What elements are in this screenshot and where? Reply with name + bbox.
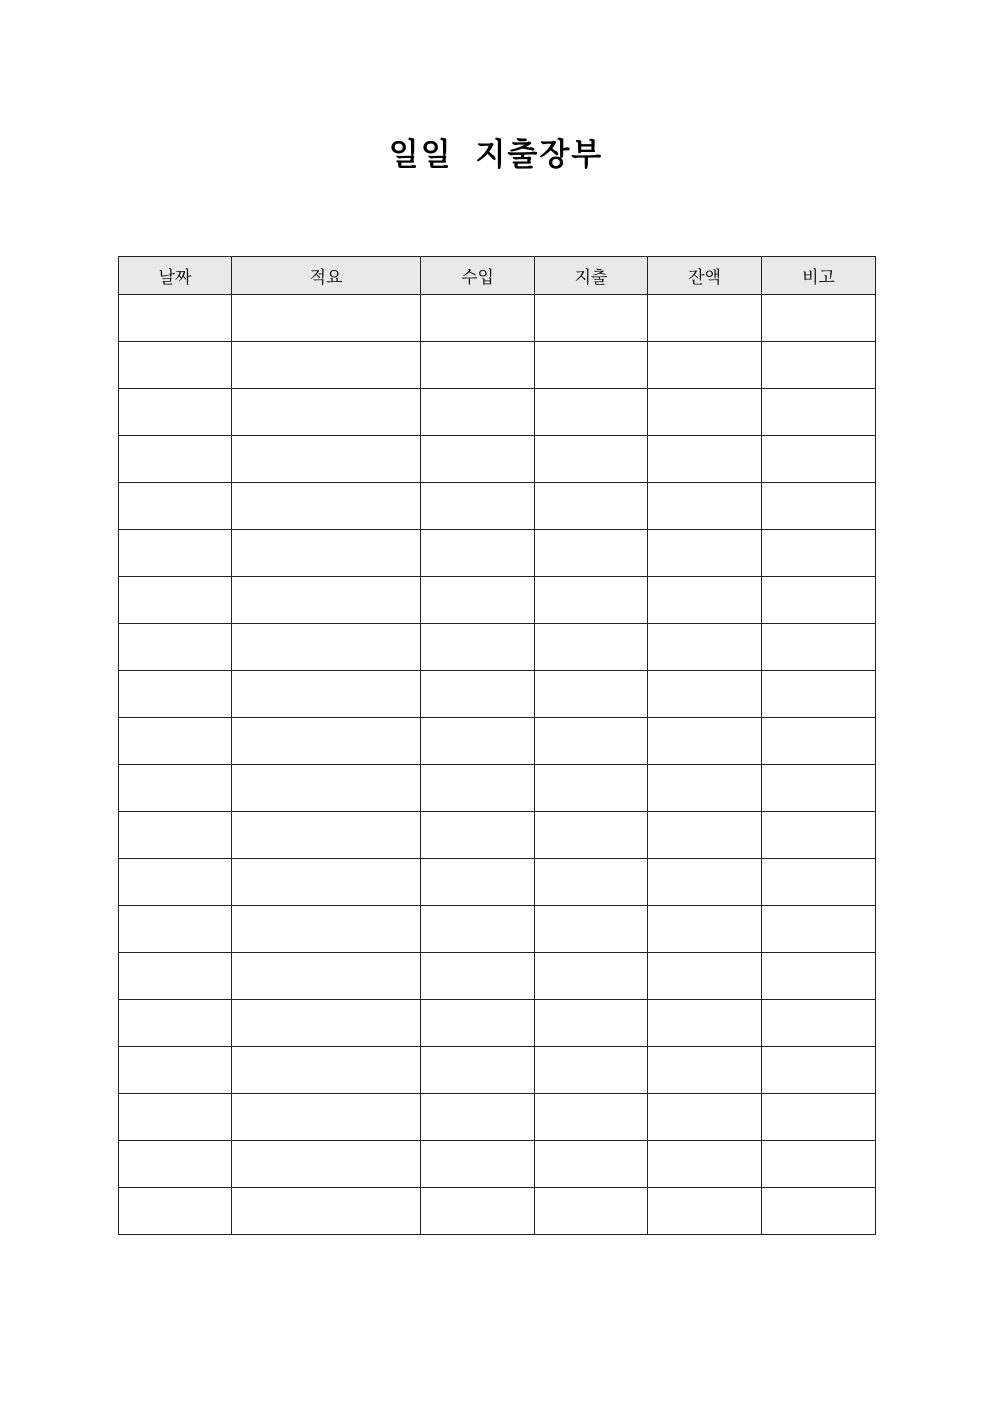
cell-description[interactable] <box>232 389 421 436</box>
cell-income[interactable] <box>421 1000 535 1047</box>
cell-balance[interactable] <box>648 812 762 859</box>
cell-description[interactable] <box>232 859 421 906</box>
cell-balance[interactable] <box>648 765 762 812</box>
cell-balance[interactable] <box>648 530 762 577</box>
cell-description[interactable] <box>232 295 421 342</box>
cell-remarks[interactable] <box>762 530 876 577</box>
table-row <box>119 436 876 483</box>
cell-date[interactable] <box>119 812 232 859</box>
cell-expense[interactable] <box>535 436 648 483</box>
cell-income[interactable] <box>421 295 535 342</box>
cell-income[interactable] <box>421 1141 535 1188</box>
cell-remarks[interactable] <box>762 1094 876 1141</box>
cell-description[interactable] <box>232 906 421 953</box>
table-row <box>119 953 876 1000</box>
column-header-income: 수입 <box>421 257 535 295</box>
cell-date[interactable] <box>119 1141 232 1188</box>
cell-remarks[interactable] <box>762 1000 876 1047</box>
table-body <box>119 295 876 1235</box>
cell-date[interactable] <box>119 1000 232 1047</box>
cell-description[interactable] <box>232 342 421 389</box>
cell-remarks[interactable] <box>762 859 876 906</box>
cell-income[interactable] <box>421 812 535 859</box>
cell-balance[interactable] <box>648 483 762 530</box>
cell-date[interactable] <box>119 765 232 812</box>
table-row <box>119 906 876 953</box>
table-row <box>119 483 876 530</box>
cell-expense[interactable] <box>535 1000 648 1047</box>
cell-date[interactable] <box>119 389 232 436</box>
table-row <box>119 624 876 671</box>
cell-description[interactable] <box>232 765 421 812</box>
cell-balance[interactable] <box>648 671 762 718</box>
table-row <box>119 1188 876 1235</box>
cell-date[interactable] <box>119 577 232 624</box>
cell-remarks[interactable] <box>762 483 876 530</box>
cell-balance[interactable] <box>648 342 762 389</box>
cell-expense[interactable] <box>535 1141 648 1188</box>
cell-income[interactable] <box>421 624 535 671</box>
cell-expense[interactable] <box>535 530 648 577</box>
cell-remarks[interactable] <box>762 389 876 436</box>
cell-income[interactable] <box>421 859 535 906</box>
cell-balance[interactable] <box>648 1000 762 1047</box>
table-row <box>119 812 876 859</box>
table-header-row <box>119 257 876 295</box>
cell-description[interactable] <box>232 671 421 718</box>
cell-expense[interactable] <box>535 389 648 436</box>
cell-date[interactable] <box>119 530 232 577</box>
cell-date[interactable] <box>119 624 232 671</box>
cell-expense[interactable] <box>535 765 648 812</box>
cell-remarks[interactable] <box>762 1141 876 1188</box>
cell-expense[interactable] <box>535 342 648 389</box>
cell-date[interactable] <box>119 671 232 718</box>
cell-balance[interactable] <box>648 624 762 671</box>
cell-date[interactable] <box>119 953 232 1000</box>
table-row <box>119 671 876 718</box>
cell-expense[interactable] <box>535 906 648 953</box>
cell-description[interactable] <box>232 483 421 530</box>
cell-balance[interactable] <box>648 389 762 436</box>
cell-expense[interactable] <box>535 483 648 530</box>
cell-balance[interactable] <box>648 1141 762 1188</box>
cell-balance[interactable] <box>648 577 762 624</box>
cell-date[interactable] <box>119 906 232 953</box>
cell-remarks[interactable] <box>762 812 876 859</box>
cell-remarks[interactable] <box>762 1188 876 1235</box>
table-row <box>119 1094 876 1141</box>
column-header-balance: 잔액 <box>648 257 762 295</box>
cell-remarks[interactable] <box>762 436 876 483</box>
cell-date[interactable] <box>119 342 232 389</box>
cell-income[interactable] <box>421 342 535 389</box>
cell-expense[interactable] <box>535 624 648 671</box>
cell-date[interactable] <box>119 1094 232 1141</box>
cell-balance[interactable] <box>648 859 762 906</box>
cell-income[interactable] <box>421 671 535 718</box>
cell-income[interactable] <box>421 1094 535 1141</box>
cell-description[interactable] <box>232 812 421 859</box>
table-row <box>119 1047 876 1094</box>
cell-remarks[interactable] <box>762 671 876 718</box>
cell-balance[interactable] <box>648 718 762 765</box>
cell-remarks[interactable] <box>762 624 876 671</box>
cell-income[interactable] <box>421 530 535 577</box>
cell-income[interactable] <box>421 1188 535 1235</box>
cell-balance[interactable] <box>648 1094 762 1141</box>
cell-income[interactable] <box>421 483 535 530</box>
cell-description[interactable] <box>232 1047 421 1094</box>
table-row <box>119 1141 876 1188</box>
cell-income[interactable] <box>421 906 535 953</box>
cell-description[interactable] <box>232 953 421 1000</box>
cell-income[interactable] <box>421 389 535 436</box>
cell-balance[interactable] <box>648 1047 762 1094</box>
cell-date[interactable] <box>119 718 232 765</box>
cell-remarks[interactable] <box>762 577 876 624</box>
column-header-remarks: 비고 <box>762 257 876 295</box>
cell-description[interactable] <box>232 624 421 671</box>
cell-balance[interactable] <box>648 1188 762 1235</box>
column-header-description: 적요 <box>232 257 421 295</box>
cell-date[interactable] <box>119 483 232 530</box>
table-row <box>119 859 876 906</box>
cell-remarks[interactable] <box>762 1047 876 1094</box>
cell-expense[interactable] <box>535 1094 648 1141</box>
cell-remarks[interactable] <box>762 765 876 812</box>
cell-remarks[interactable] <box>762 342 876 389</box>
table-row <box>119 530 876 577</box>
cell-description[interactable] <box>232 577 421 624</box>
cell-remarks[interactable] <box>762 906 876 953</box>
table-row <box>119 295 876 342</box>
cell-balance[interactable] <box>648 953 762 1000</box>
cell-balance[interactable] <box>648 436 762 483</box>
cell-description[interactable] <box>232 1141 421 1188</box>
column-header-expense: 지출 <box>535 257 648 295</box>
cell-balance[interactable] <box>648 906 762 953</box>
table-row <box>119 577 876 624</box>
cell-income[interactable] <box>421 577 535 624</box>
table-row <box>119 389 876 436</box>
cell-expense[interactable] <box>535 1047 648 1094</box>
cell-date[interactable] <box>119 295 232 342</box>
column-header-date: 날짜 <box>119 257 232 295</box>
cell-income[interactable] <box>421 765 535 812</box>
cell-date[interactable] <box>119 1188 232 1235</box>
cell-expense[interactable] <box>535 953 648 1000</box>
cell-expense[interactable] <box>535 577 648 624</box>
cell-income[interactable] <box>421 718 535 765</box>
cell-date[interactable] <box>119 436 232 483</box>
cell-description[interactable] <box>232 436 421 483</box>
cell-description[interactable] <box>232 1094 421 1141</box>
cell-income[interactable] <box>421 436 535 483</box>
cell-description[interactable] <box>232 530 421 577</box>
cell-remarks[interactable] <box>762 718 876 765</box>
cell-expense[interactable] <box>535 812 648 859</box>
cell-expense[interactable] <box>535 295 648 342</box>
cell-balance[interactable] <box>648 295 762 342</box>
cell-date[interactable] <box>119 859 232 906</box>
cell-remarks[interactable] <box>762 295 876 342</box>
table-row <box>119 718 876 765</box>
expense-ledger-table <box>118 256 876 1235</box>
cell-income[interactable] <box>421 1047 535 1094</box>
cell-description[interactable] <box>232 718 421 765</box>
cell-expense[interactable] <box>535 671 648 718</box>
table-row <box>119 765 876 812</box>
page-title: 일일 지출장부 <box>388 137 604 173</box>
cell-expense[interactable] <box>535 718 648 765</box>
cell-date[interactable] <box>119 1047 232 1094</box>
table-row <box>119 1000 876 1047</box>
cell-description[interactable] <box>232 1000 421 1047</box>
cell-income[interactable] <box>421 953 535 1000</box>
cell-description[interactable] <box>232 1188 421 1235</box>
cell-expense[interactable] <box>535 1188 648 1235</box>
cell-remarks[interactable] <box>762 953 876 1000</box>
table-row <box>119 342 876 389</box>
cell-expense[interactable] <box>535 859 648 906</box>
